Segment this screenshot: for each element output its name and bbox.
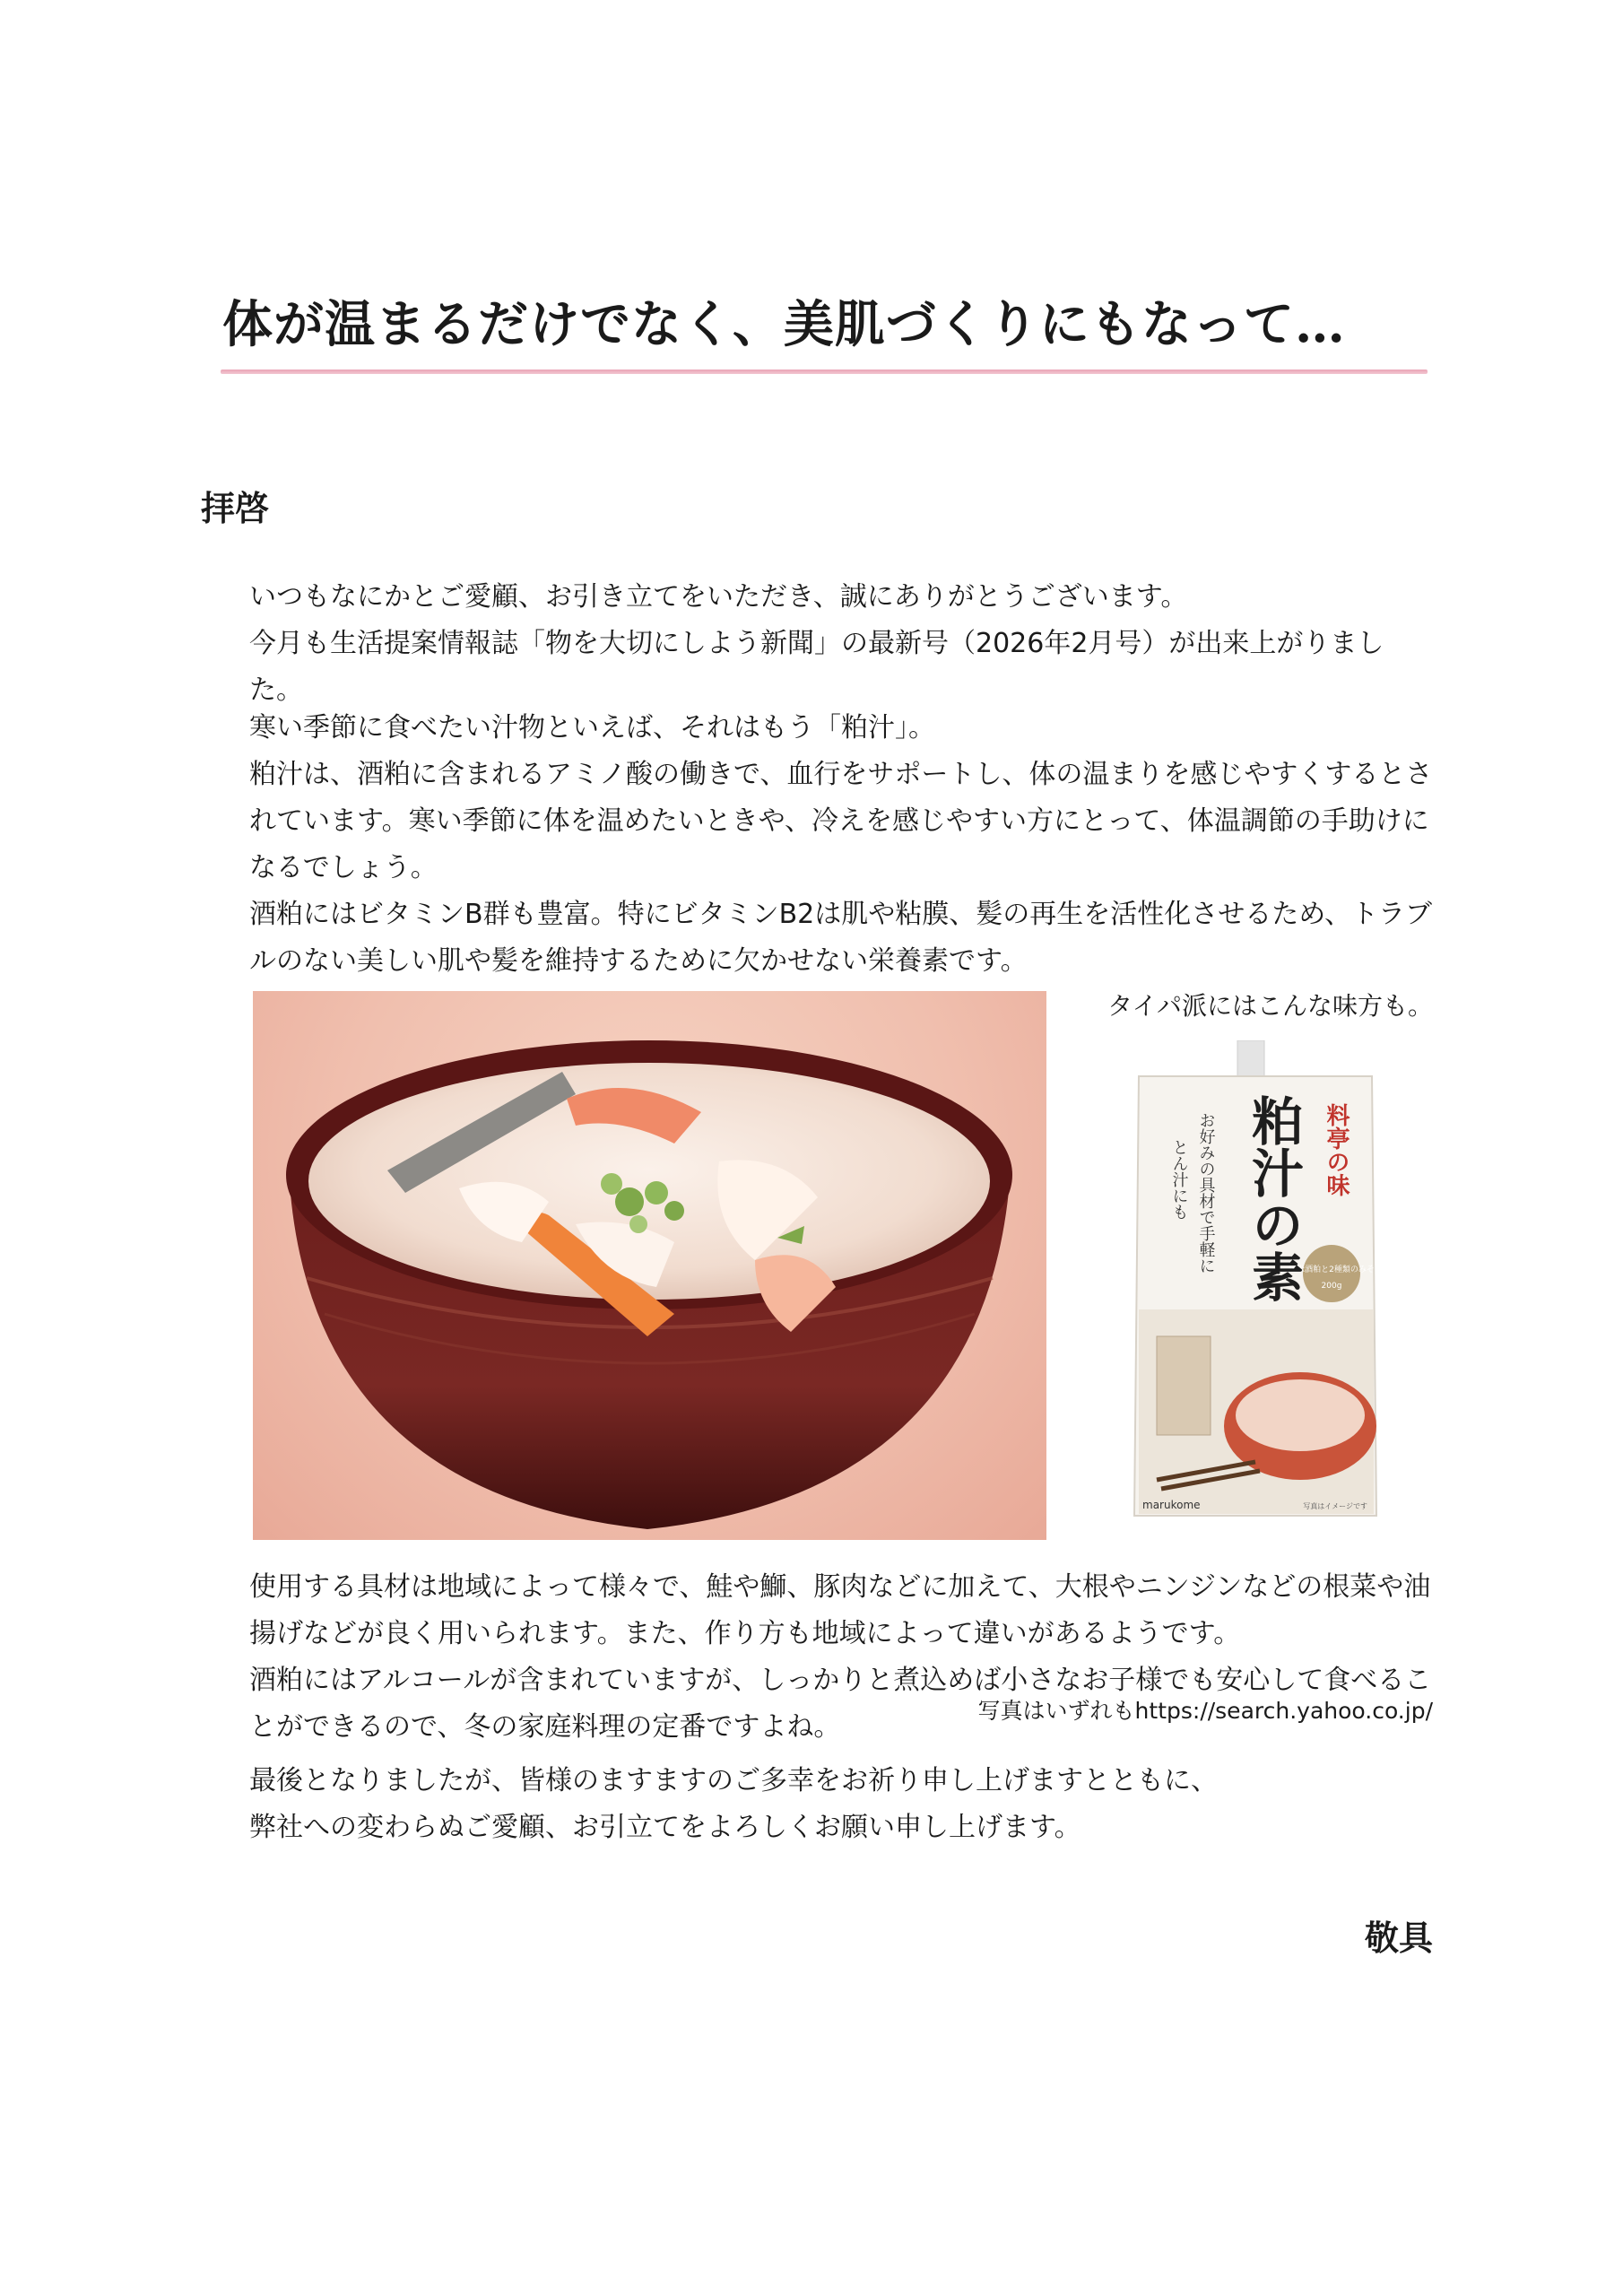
closing-paragraph: [249, 1758, 1433, 1851]
page-title: 体が温まるだけでなく、美肌づくりにもなって…: [222, 295, 1346, 354]
body-line: 使用する具材は地域によって様々で、鮭や鰤、豚肉などに加えて、大根やニンジンなどの根菜や油揚げなどが良く用いられます。また、作り方も地域によって違いがあるようです。: [249, 1571, 1431, 1649]
package-note: 写真はイメージです: [1303, 1502, 1367, 1510]
package-tagline: お好みの具材で手軽に: [1196, 1112, 1216, 1274]
body-line: 粕汁は、酒粕に含まれるアミノ酸の働きで、血行をサポートし、体の温まりを感じやすくするとされています。寒い季節に体を温めたいときや、冷えを感じやすい方にとって、体温調節の手助けになるでしょう。: [249, 759, 1433, 883]
body-line: 最後となりましたが、皆様のますますのご多幸をお祈り申し上げますとともに、: [249, 1765, 1218, 1796]
intro-line: いつもなにかとご愛顧、お引き立てをいただき、誠にありがとうございます。: [249, 581, 1188, 613]
salutation: 拝啓: [201, 488, 270, 528]
title-underline: [221, 370, 1428, 374]
body-line: 弊社への変わらぬご愛顧、お引立てをよろしくお願い申し上げます。: [249, 1812, 1081, 1843]
package-brand: 料亭の味: [1323, 1103, 1350, 1196]
body-line: 酒粕にはアルコールが含まれていますが、しっかりと煮込めば小さなお子様でも安心して食べることができるので、冬の家庭料理の定番ですよね。: [249, 1665, 1432, 1743]
package-subtag: とん汁にも: [1169, 1139, 1189, 1220]
body-line: 寒い季節に食べたい汁物といえば、それはもう「粕汁」。: [249, 712, 935, 744]
package-weight: 200g: [1321, 1282, 1342, 1291]
intro-line: 今月も生活提案情報誌「物を大切にしよう新聞」の最新号（2026年2月号）が出来上がりました。: [249, 628, 1384, 706]
package-badge: 純米酒粕と2種類のみそ: [1289, 1265, 1375, 1274]
kasujiru-package-photo: [1121, 1040, 1390, 1541]
photo-credit: 写真はいずれもhttps://search.yahoo.co.jp/: [977, 1698, 1433, 1724]
kasujiru-bowl-photo: [253, 991, 1046, 1540]
closing-word: 敬具: [1364, 1918, 1433, 1958]
body-line: 酒粕にはビタミンB群も豊富。特にビタミンB2は肌や粘膜、髪の再生を活性化させるため、トラブルのない美しい肌や髪を維持するために欠かせない栄養素です。: [249, 899, 1433, 977]
package-product-name: 粕汁の素: [1243, 1094, 1304, 1302]
intro-paragraph: [249, 574, 1433, 714]
package-maker: marukome: [1142, 1499, 1201, 1511]
kasujiru-paragraph: [249, 705, 1433, 985]
photo-caption: タイパ派にはこんな味方も。: [1107, 991, 1433, 1021]
